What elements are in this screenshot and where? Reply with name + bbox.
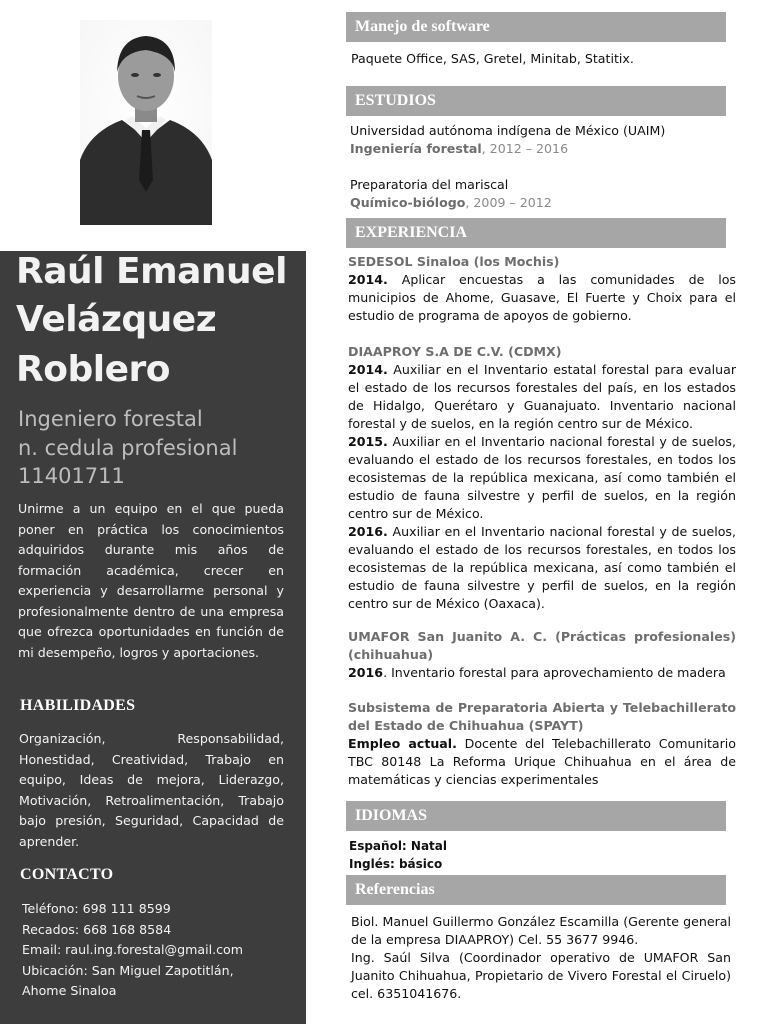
experience-heading: EXPERIENCIA: [346, 218, 726, 248]
profile-photo: [80, 20, 212, 225]
contact-email[interactable]: Email: raul.ing.forestal@gmail.com: [22, 942, 244, 957]
study-degree: Ingeniería forestal: [350, 141, 482, 156]
study-school: Preparatoria del mariscal: [350, 177, 509, 192]
job-employer: Subsistema de Preparatoria Abierta y Telebachillerato del Estado de Chihuahua (SPAYT): [348, 700, 736, 733]
job-year: Empleo actual.: [348, 736, 457, 751]
job-description: . Inventario forestal para aprovechamiento de madera: [383, 665, 726, 680]
contact-messages: Recados: 668 168 8584: [22, 921, 172, 937]
photo-area: [0, 0, 306, 251]
references-heading: Referencias: [346, 875, 726, 905]
contact-location-2: Ahome Sinaloa: [22, 983, 117, 998]
languages-heading: IDIOMAS: [346, 801, 726, 831]
job-employer: SEDESOL Sinaloa (los Mochis): [348, 254, 560, 269]
skills-heading: HABILIDADES: [20, 697, 136, 714]
language-item: Inglés: básico: [349, 857, 443, 871]
study-years: , 2009 – 2012: [465, 195, 552, 210]
study-item-2: [350, 176, 738, 212]
contact-list: [22, 899, 284, 1002]
contact-location: Ubicación: San Miguel Zapotitlán,: [22, 962, 234, 978]
contact-heading: CONTACTO: [20, 866, 114, 883]
job-description: Auxiliar en el Inventario estatal forestal para evaluar el estado de los recursos forestales del país, en los estados de Hidalgo, Querétaro y Guanajuato. Inventario nacional forestal y de suelos, en la región centro sur de México.: [348, 362, 736, 431]
job-umafor: [348, 628, 736, 682]
job-employer: UMAFOR San Juanito A. C. (Prácticas profesionales) (chihuahua): [348, 629, 736, 662]
job-description: Auxiliar en el Inventario nacional forestal y de suelos, evaluando el estado de los recursos forestales, en todos los ecosistemas de la república mexicana, así como también el estudio de fauna silvestre y perfil de suelos, en la región centro sur de México (Oaxaca).: [348, 524, 736, 611]
job-spayt: [348, 699, 736, 789]
software-heading: Manejo de software: [346, 12, 726, 42]
cedula-label: n. cedula profesional: [18, 436, 238, 460]
job-sedesol: [348, 253, 736, 325]
objective-text: Unirme a un equipo en el que pueda poner en práctica los conocimientos adquiridos durante mis años de formación académica, crecer en experiencia y desarrollarme personal y profesionalmente dentro de una empresa que ofrezca oportunidades en función de mi desempeño, logros y aportaciones.: [18, 501, 284, 660]
job-year: 2014.: [348, 272, 388, 287]
study-degree: Químico-biólogo: [350, 195, 466, 210]
job-description: Auxiliar en el Inventario nacional forestal y de suelos, evaluando el estado de los recursos forestales, en todos los ecosistemas de la república mexicana, así como también el estudio de fauna silvestre y perfil de suelos, en la región centro sur de México.: [348, 434, 736, 521]
name-line-3: Roblero: [16, 349, 170, 390]
studies-heading: ESTUDIOS: [346, 86, 726, 116]
skills-text: Organización, Responsabilidad, Honestidad, Creatividad, Trabajo en equipo, Ideas de mejora, Liderazgo, Motivación, Retroalimentación, Trabajo bajo presión, Seguridad, Capacidad de aprender.: [19, 731, 284, 849]
languages-list: [349, 837, 737, 873]
name-line-1: Raúl Emanuel: [16, 251, 287, 292]
software-text: Paquete Office, SAS, Gretel, Minitab, Statitix.: [351, 51, 634, 66]
study-years: , 2012 – 2016: [481, 141, 569, 156]
cedula-number: 11401711: [18, 464, 125, 488]
language-item: Español: Natal: [349, 839, 447, 853]
references-list: [351, 913, 731, 1003]
reference-item: Biol. Manuel Guillermo González Escamilla (Gerente general de la empresa DIAAPROY) Cel. 55 3677 9946.: [351, 914, 731, 947]
left-sidebar: [0, 251, 306, 1024]
job-year: 2014.: [348, 362, 388, 377]
study-item-1: [350, 122, 738, 158]
job-year: 2016.: [348, 524, 388, 539]
contact-phone: Teléfono: 698 111 8599: [22, 901, 171, 916]
job-title: Ingeniero forestal: [18, 407, 203, 431]
job-employer: DIAAPROY S.A DE C.V. (CDMX): [348, 344, 562, 359]
job-diaaproy: [348, 343, 736, 613]
job-description: Aplicar encuestas a las comunidades de los municipios de Ahome, Guasave, El Fuerte y Choix para el estudio de programa de apoyos de gobierno.: [348, 272, 736, 323]
reference-item: Ing. Saúl Silva (Coordinador operativo de UMAFOR San Juanito Chihuahua, Propietario de Vivero Forestal el Ciruelo) cel. 6351041676.: [351, 950, 731, 1001]
job-description: Docente del Telebachillerato Comunitario TBC 80148 La Reforma Urique Chihuahua en el área de matemáticas y ciencias experimentales: [348, 736, 736, 787]
job-year: 2015.: [348, 434, 388, 449]
job-year: 2016: [348, 665, 384, 680]
study-school: Universidad autónoma indígena de México (UAIM): [350, 123, 666, 138]
name-line-2: Velázquez: [16, 299, 217, 340]
